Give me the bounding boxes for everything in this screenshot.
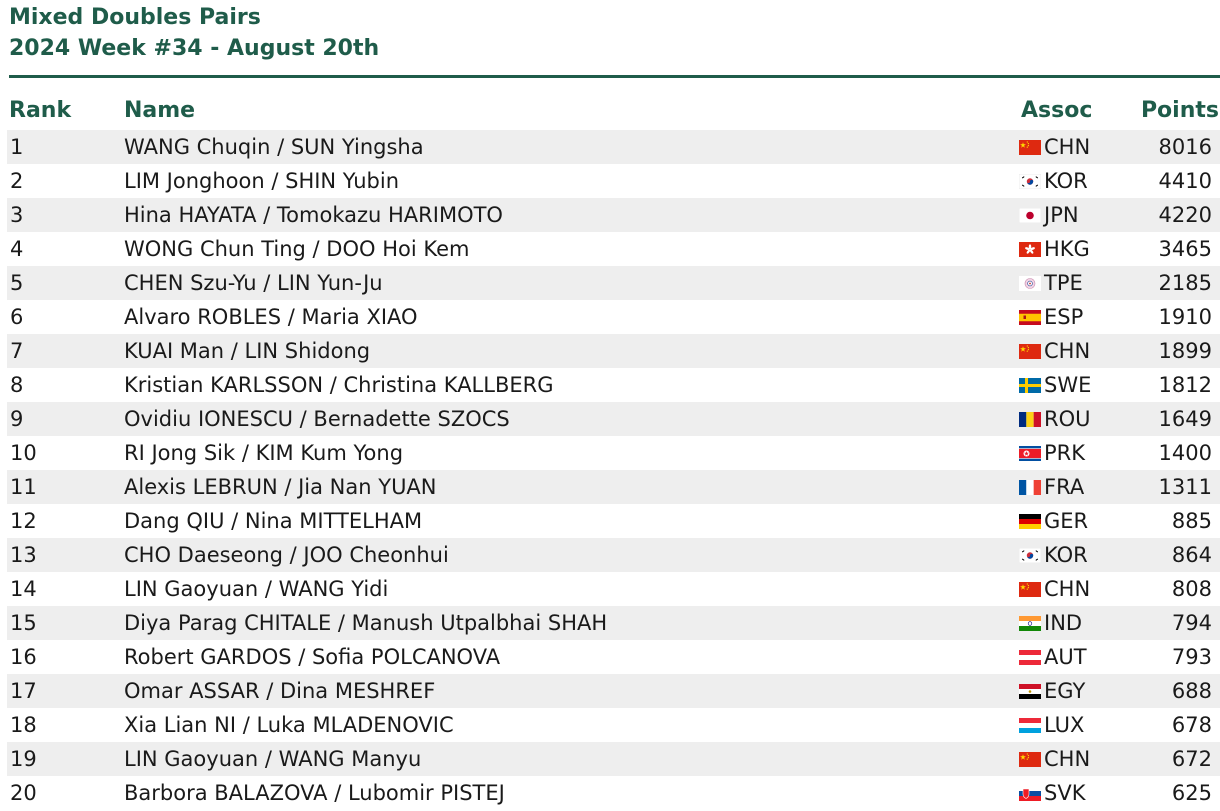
assoc-cell[interactable]: KOR <box>1044 543 1088 567</box>
points-cell: 1910 <box>1158 305 1212 329</box>
rank-cell: 17 <box>10 679 37 703</box>
table-row[interactable] <box>7 300 1220 334</box>
table-row[interactable] <box>7 232 1220 266</box>
rank-cell: 14 <box>10 577 37 601</box>
assoc-cell[interactable]: CHN <box>1044 577 1091 601</box>
table-row[interactable] <box>7 130 1220 164</box>
jp-flag-icon <box>1019 208 1041 223</box>
assoc-cell[interactable]: AUT <box>1044 645 1087 669</box>
assoc-cell[interactable]: CHN <box>1044 339 1091 363</box>
points-cell: 864 <box>1171 543 1212 567</box>
name-cell[interactable]: CHEN Szu-Yu / LIN Yun-Ju <box>124 271 383 295</box>
hk-flag-icon <box>1019 242 1041 257</box>
table-row[interactable] <box>7 572 1220 606</box>
assoc-cell[interactable]: SWE <box>1044 373 1092 397</box>
table-row[interactable] <box>7 776 1220 810</box>
rank-cell: 3 <box>10 203 24 227</box>
sk-flag-icon <box>1019 786 1041 801</box>
name-cell[interactable]: Robert GARDOS / Sofia POLCANOVA <box>124 645 501 669</box>
eg-flag-icon <box>1019 684 1041 699</box>
points-cell: 4220 <box>1158 203 1212 227</box>
points-cell: 4410 <box>1158 169 1212 193</box>
table-row[interactable] <box>7 402 1220 436</box>
name-cell[interactable]: Ovidiu IONESCU / Bernadette SZOCS <box>124 407 510 431</box>
table-row[interactable] <box>7 470 1220 504</box>
assoc-cell[interactable]: IND <box>1044 611 1083 635</box>
name-cell[interactable]: LIN Gaoyuan / WANG Manyu <box>124 747 422 771</box>
points-cell: 688 <box>1171 679 1212 703</box>
cn-flag-icon <box>1019 140 1041 155</box>
table-row[interactable] <box>7 538 1220 572</box>
table-row[interactable] <box>7 640 1220 674</box>
rank-cell: 7 <box>10 339 24 363</box>
name-cell[interactable]: RI Jong Sik / KIM Kum Yong <box>124 441 404 465</box>
page-title <box>9 2 379 64</box>
rank-cell: 2 <box>10 169 24 193</box>
name-cell[interactable]: Barbora BALAZOVA / Lubomir PISTEJ <box>124 781 505 805</box>
assoc-cell[interactable]: LUX <box>1044 713 1085 737</box>
kr-flag-icon <box>1019 548 1041 563</box>
points-cell: 885 <box>1171 509 1212 533</box>
points-cell: 1649 <box>1158 407 1212 431</box>
assoc-cell[interactable]: HKG <box>1044 237 1090 261</box>
column-header-name[interactable]: Name <box>124 98 196 123</box>
assoc-cell[interactable]: JPN <box>1044 203 1079 227</box>
tpe-flag-icon <box>1019 276 1041 291</box>
assoc-cell[interactable]: CHN <box>1044 135 1091 159</box>
fr-flag-icon <box>1019 480 1041 495</box>
points-cell: 1311 <box>1158 475 1212 499</box>
name-cell[interactable]: Alexis LEBRUN / Jia Nan YUAN <box>124 475 437 499</box>
assoc-cell[interactable]: TPE <box>1044 271 1083 295</box>
column-header-assoc[interactable]: Assoc <box>1021 98 1093 123</box>
table-row[interactable] <box>7 198 1220 232</box>
assoc-cell[interactable]: EGY <box>1044 679 1086 703</box>
assoc-cell[interactable]: CHN <box>1044 747 1091 771</box>
points-cell: 678 <box>1171 713 1212 737</box>
name-cell[interactable]: Dang QIU / Nina MITTELHAM <box>124 509 423 533</box>
rank-cell: 1 <box>10 135 24 159</box>
table-row[interactable] <box>7 266 1220 300</box>
points-cell: 1400 <box>1158 441 1212 465</box>
rank-cell: 20 <box>10 781 37 805</box>
name-cell[interactable]: KUAI Man / LIN Shidong <box>124 339 371 363</box>
title-divider <box>9 75 1220 78</box>
name-cell[interactable]: CHO Daeseong / JOO Cheonhui <box>124 543 449 567</box>
table-row[interactable] <box>7 164 1220 198</box>
assoc-cell[interactable]: SVK <box>1044 781 1086 805</box>
name-cell[interactable]: WONG Chun Ting / DOO Hoi Kem <box>124 237 470 261</box>
name-cell[interactable]: LIN Gaoyuan / WANG Yidi <box>124 577 389 601</box>
rank-cell: 13 <box>10 543 37 567</box>
rank-cell: 6 <box>10 305 24 329</box>
at-flag-icon <box>1019 650 1041 665</box>
table-row[interactable] <box>7 504 1220 538</box>
name-cell[interactable]: WANG Chuqin / SUN Yingsha <box>124 135 424 159</box>
lu-flag-icon <box>1019 718 1041 733</box>
rank-cell: 5 <box>10 271 24 295</box>
es-flag-icon <box>1019 310 1041 325</box>
table-row[interactable] <box>7 742 1220 776</box>
assoc-cell[interactable]: ESP <box>1044 305 1084 329</box>
assoc-cell[interactable]: GER <box>1044 509 1089 533</box>
name-cell[interactable]: Hina HAYATA / Tomokazu HARIMOTO <box>124 203 503 227</box>
assoc-cell[interactable]: ROU <box>1044 407 1091 431</box>
assoc-cell[interactable]: KOR <box>1044 169 1088 193</box>
name-cell[interactable]: Diya Parag CHITALE / Manush Utpalbhai SHAH <box>124 611 608 635</box>
points-cell: 8016 <box>1158 135 1212 159</box>
ro-flag-icon <box>1019 412 1041 427</box>
points-cell: 1812 <box>1158 373 1212 397</box>
rank-cell: 18 <box>10 713 37 737</box>
table-row[interactable] <box>7 368 1220 402</box>
column-header-points[interactable]: Points <box>1140 98 1219 123</box>
table-row[interactable] <box>7 606 1220 640</box>
title-line-2: 2024 Week #34 - August 20th <box>9 36 380 61</box>
cn-flag-icon <box>1019 582 1041 597</box>
rank-cell: 10 <box>10 441 37 465</box>
kp-flag-icon <box>1019 446 1041 461</box>
title-line-1: Mixed Doubles Pairs <box>9 5 261 30</box>
assoc-cell[interactable]: FRA <box>1044 475 1085 499</box>
points-cell: 808 <box>1171 577 1212 601</box>
rank-cell: 11 <box>10 475 37 499</box>
table-row[interactable] <box>7 436 1220 470</box>
points-cell: 3465 <box>1158 237 1212 261</box>
in-flag-icon <box>1019 616 1041 631</box>
table-header <box>0 93 1220 129</box>
points-cell: 672 <box>1171 747 1212 771</box>
rank-cell: 9 <box>10 407 24 431</box>
rank-cell: 4 <box>10 237 24 261</box>
name-cell[interactable]: Omar ASSAR / Dina MESHREF <box>124 679 436 703</box>
rank-cell: 8 <box>10 373 24 397</box>
points-cell: 625 <box>1171 781 1212 805</box>
name-cell[interactable]: Alvaro ROBLES / Maria XIAO <box>124 305 418 329</box>
ranking-table <box>7 130 1220 810</box>
se-flag-icon <box>1019 378 1041 393</box>
kr-flag-icon <box>1019 174 1041 189</box>
rank-cell: 15 <box>10 611 37 635</box>
name-cell[interactable]: LIM Jonghoon / SHIN Yubin <box>124 169 400 193</box>
column-header-rank[interactable]: Rank <box>9 98 72 123</box>
name-cell[interactable]: Xia Lian NI / Luka MLADENOVIC <box>124 713 454 737</box>
points-cell: 2185 <box>1158 271 1212 295</box>
assoc-cell[interactable]: PRK <box>1044 441 1086 465</box>
de-flag-icon <box>1019 514 1041 529</box>
cn-flag-icon <box>1019 752 1041 767</box>
rank-cell: 12 <box>10 509 37 533</box>
points-cell: 793 <box>1171 645 1212 669</box>
cn-flag-icon <box>1019 344 1041 359</box>
table-row[interactable] <box>7 334 1220 368</box>
points-cell: 794 <box>1171 611 1212 635</box>
points-cell: 1899 <box>1158 339 1212 363</box>
name-cell[interactable]: Kristian KARLSSON / Christina KALLBERG <box>124 373 554 397</box>
table-row[interactable] <box>7 708 1220 742</box>
rank-cell: 19 <box>10 747 37 771</box>
rank-cell: 16 <box>10 645 37 669</box>
table-row[interactable] <box>7 674 1220 708</box>
